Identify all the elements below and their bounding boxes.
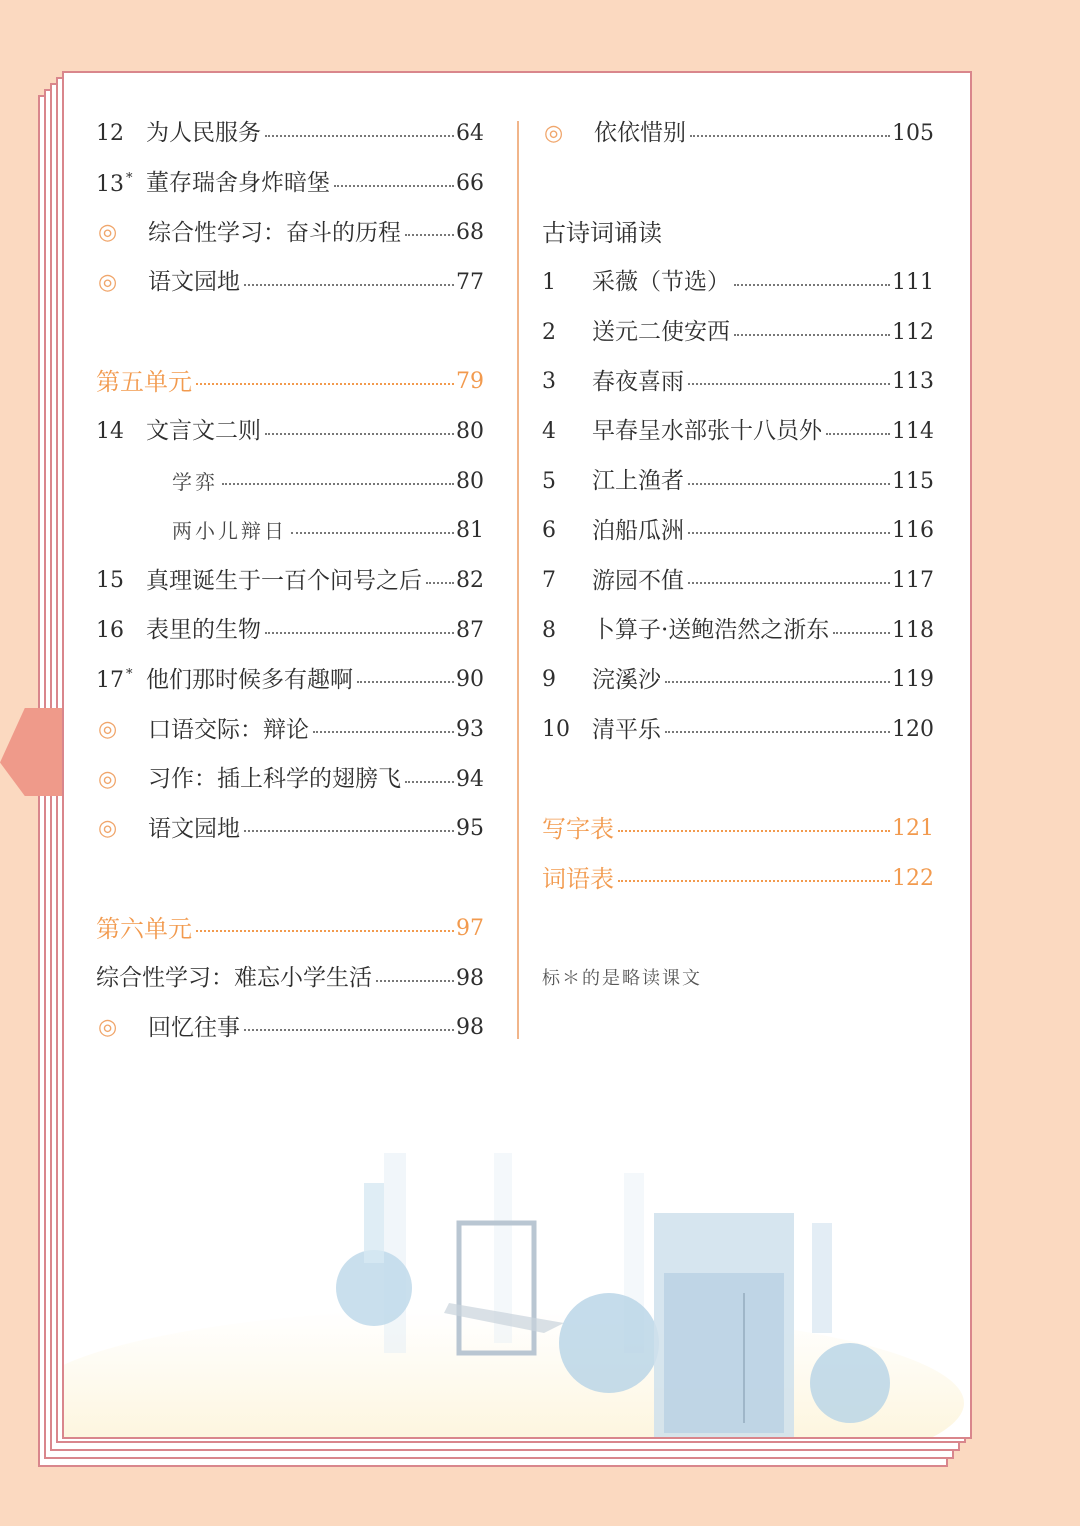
lesson-number-text: ◎ <box>544 120 564 146</box>
lesson-number-text: ◎ <box>98 269 118 295</box>
toc-left-column <box>96 109 484 1053</box>
toc-entry[interactable] <box>96 556 484 606</box>
lesson-number <box>96 668 146 692</box>
entry-title: 董存瑞舍身炸暗堡 <box>146 170 330 197</box>
entry-title: 词语表 <box>542 865 614 894</box>
toc-spacer <box>542 755 934 805</box>
page-number: 121 <box>892 816 934 842</box>
lesson-number-text: ◎ <box>98 816 118 842</box>
lesson-number-text: 17 <box>96 668 124 694</box>
page-number: 97 <box>456 915 484 941</box>
page-number: 115 <box>892 468 934 494</box>
page-number: 116 <box>892 518 934 544</box>
entry-title: 学弈 <box>172 469 218 494</box>
dot-leader <box>688 383 890 385</box>
toc-entry[interactable] <box>96 656 484 706</box>
entry-title: 表里的生物 <box>146 617 261 644</box>
lesson-number-text: 5 <box>542 468 556 494</box>
circle-bullet-icon <box>96 222 148 244</box>
lesson-number-text: 2 <box>542 319 556 345</box>
toc-entry[interactable] <box>542 606 934 656</box>
entry-title: 习作：插上科学的翅膀飞 <box>148 766 401 793</box>
dot-leader <box>196 383 454 385</box>
page-number: 66 <box>456 170 484 196</box>
dot-leader <box>244 830 454 832</box>
dot-leader <box>222 483 454 485</box>
unit-entry[interactable] <box>542 854 934 904</box>
entry-title: 回忆往事 <box>148 1014 240 1041</box>
skim-reading-star: * <box>126 170 133 186</box>
page-number: 114 <box>892 418 934 444</box>
section-heading <box>542 208 934 258</box>
lesson-number <box>542 269 592 295</box>
toc-entry[interactable] <box>542 109 934 159</box>
entry-title: 早春呈水部张十八员外 <box>592 418 822 445</box>
page-number: 112 <box>892 319 934 345</box>
entry-title: 他们那时候多有趣啊 <box>146 666 353 693</box>
toc-entry[interactable] <box>542 308 934 358</box>
entry-title: 江上渔者 <box>592 468 684 495</box>
unit-entry[interactable] <box>96 357 484 407</box>
dot-leader <box>265 632 454 634</box>
dot-leader <box>196 930 454 932</box>
toc-entry[interactable] <box>542 656 934 706</box>
lesson-number-text: 13 <box>96 171 124 197</box>
entry-title: 采薇（节选） <box>592 269 730 296</box>
circle-bullet-icon <box>96 1017 148 1039</box>
page-number: 105 <box>892 120 934 146</box>
toc-entry[interactable] <box>96 805 484 855</box>
entry-title: 游园不值 <box>592 567 684 594</box>
lesson-number <box>96 120 146 146</box>
page-number: 98 <box>456 1015 484 1041</box>
page-number: 64 <box>456 120 484 146</box>
lesson-number-text: 7 <box>542 568 556 594</box>
page-number: 81 <box>456 518 484 544</box>
lesson-number <box>542 418 592 444</box>
entry-title: 第六单元 <box>96 914 192 943</box>
page-number: 94 <box>456 766 484 792</box>
lesson-number <box>542 520 592 542</box>
entry-title: 两小儿辩日 <box>172 519 287 544</box>
entry-title: 浣溪沙 <box>592 666 661 693</box>
lesson-number-text: 14 <box>96 418 124 444</box>
dot-leader <box>376 980 454 982</box>
lesson-number-text: ◎ <box>98 717 118 743</box>
toc-entry[interactable] <box>96 705 484 755</box>
footnote-text: 标＊的是略读课文 <box>542 967 702 989</box>
lesson-number-text: 1 <box>542 269 556 295</box>
dot-leader <box>291 532 454 534</box>
page-number: 119 <box>892 667 934 693</box>
lesson-number <box>542 617 592 643</box>
lesson-number <box>542 319 592 345</box>
lesson-number-text: 16 <box>96 617 124 643</box>
dot-leader <box>833 632 890 634</box>
dot-leader <box>618 830 890 832</box>
toc-spacer <box>542 904 934 954</box>
entry-title: 综合性学习：难忘小学生活 <box>96 965 372 992</box>
dot-leader <box>690 135 890 137</box>
toc-entry[interactable] <box>96 1003 484 1053</box>
lesson-number-text: 15 <box>96 568 124 594</box>
entry-title: 第五单元 <box>96 368 192 397</box>
section-heading-text: 古诗词诵读 <box>542 219 662 248</box>
toc-right-column <box>542 109 934 1003</box>
lesson-number-text: 4 <box>542 418 556 444</box>
dot-leader <box>244 284 454 286</box>
toc-entry[interactable] <box>542 357 934 407</box>
entry-title: 为人民服务 <box>146 120 261 147</box>
entry-title: 泊船瓜洲 <box>592 517 684 544</box>
toc-entry[interactable] <box>96 208 484 258</box>
lesson-number-text: 12 <box>96 120 124 146</box>
entry-title: 口语交际：辩论 <box>148 716 309 743</box>
page-number: 90 <box>456 667 484 693</box>
page-number: 87 <box>456 617 484 643</box>
lesson-number <box>542 371 592 393</box>
lesson-number-text: 8 <box>542 617 556 643</box>
dot-leader <box>265 433 454 435</box>
entry-title: 语文园地 <box>148 815 240 842</box>
toc-entry[interactable] <box>542 556 934 606</box>
circle-bullet-icon <box>96 766 148 792</box>
toc-spacer <box>96 308 484 358</box>
toc-spacer <box>542 159 934 209</box>
skim-reading-star: * <box>126 667 133 683</box>
dot-leader <box>688 483 890 485</box>
dot-leader <box>734 334 890 336</box>
entry-title: 送元二使安西 <box>592 319 730 346</box>
page-number: 79 <box>456 369 484 395</box>
entry-title: 清平乐 <box>592 716 661 743</box>
lesson-number-text: ◎ <box>98 220 118 246</box>
toc-entry[interactable] <box>96 507 484 557</box>
toc-entry[interactable] <box>96 954 484 1004</box>
toc-entry[interactable] <box>96 407 484 457</box>
page-number: 117 <box>892 568 934 594</box>
dot-leader <box>734 284 890 286</box>
dot-leader <box>426 582 454 584</box>
toc-entry[interactable] <box>96 258 484 308</box>
circle-bullet-icon <box>96 269 148 295</box>
dot-leader <box>357 681 454 683</box>
lesson-number <box>542 468 592 494</box>
toc-entry[interactable] <box>542 705 934 755</box>
dot-leader <box>313 731 454 733</box>
page-number: 120 <box>892 717 934 743</box>
page-number: 111 <box>892 269 934 295</box>
page-number: 77 <box>456 269 484 295</box>
entry-title: 文言文二则 <box>146 418 261 445</box>
dot-leader <box>688 532 890 534</box>
entry-title: 春夜喜雨 <box>592 368 684 395</box>
lesson-number <box>542 570 592 592</box>
dot-leader <box>244 1029 454 1031</box>
page-number: 68 <box>456 220 484 246</box>
toc-page <box>62 71 972 1439</box>
unit-entry[interactable] <box>542 805 934 855</box>
toc-entry[interactable] <box>542 407 934 457</box>
lesson-number-text: 3 <box>542 369 556 395</box>
entry-title: 卜算子·送鲍浩然之浙东 <box>592 617 830 644</box>
entry-title: 综合性学习：奋斗的历程 <box>148 219 401 246</box>
dot-leader <box>405 781 454 783</box>
circle-bullet-icon <box>96 719 148 741</box>
column-divider <box>517 121 519 1039</box>
toc-entry[interactable] <box>96 109 484 159</box>
entry-title: 写字表 <box>542 815 614 844</box>
bookmark-ribbon <box>0 708 62 796</box>
lesson-number-text: ◎ <box>98 1015 118 1041</box>
dot-leader <box>665 681 890 683</box>
unit-entry[interactable] <box>96 904 484 954</box>
toc-entry[interactable] <box>96 159 484 209</box>
dot-leader <box>334 185 454 187</box>
toc-spacer <box>96 854 484 904</box>
lesson-number <box>542 719 592 741</box>
footnote <box>542 954 934 1004</box>
page-number: 95 <box>456 816 484 842</box>
entry-title: 真理诞生于一百个问号之后 <box>146 567 422 594</box>
dot-leader <box>265 135 454 137</box>
lesson-number-text: 9 <box>542 667 556 693</box>
toc-entry[interactable] <box>96 606 484 656</box>
lesson-number <box>96 172 146 196</box>
lesson-number <box>96 418 146 444</box>
toc-entry[interactable] <box>542 457 934 507</box>
lesson-number <box>96 570 146 592</box>
lesson-number-text: 6 <box>542 518 556 544</box>
lesson-number <box>96 617 146 643</box>
page-number: 80 <box>456 468 484 494</box>
page-number: 122 <box>892 866 934 892</box>
lesson-number <box>542 669 592 691</box>
dot-leader <box>618 880 890 882</box>
page-number: 118 <box>892 617 934 643</box>
toc-entry[interactable] <box>542 507 934 557</box>
circle-bullet-icon <box>542 120 594 146</box>
lesson-number-text: 10 <box>542 717 570 743</box>
lesson-number-text: ◎ <box>98 766 118 792</box>
dot-leader <box>688 582 890 584</box>
entry-title: 依依惜别 <box>594 120 686 147</box>
page-number: 93 <box>456 717 484 743</box>
page-number: 113 <box>892 369 934 395</box>
page-number: 98 <box>456 965 484 991</box>
dot-leader <box>826 433 890 435</box>
toc-entry[interactable] <box>96 457 484 507</box>
circle-bullet-icon <box>96 818 148 840</box>
toc-entry[interactable] <box>96 755 484 805</box>
dot-leader <box>405 234 454 236</box>
toc-entry[interactable] <box>542 258 934 308</box>
entry-title: 语文园地 <box>148 269 240 296</box>
page-number: 82 <box>456 568 484 594</box>
science-glassware-illustration <box>64 1153 972 1439</box>
page-number: 80 <box>456 418 484 444</box>
dot-leader <box>665 731 890 733</box>
